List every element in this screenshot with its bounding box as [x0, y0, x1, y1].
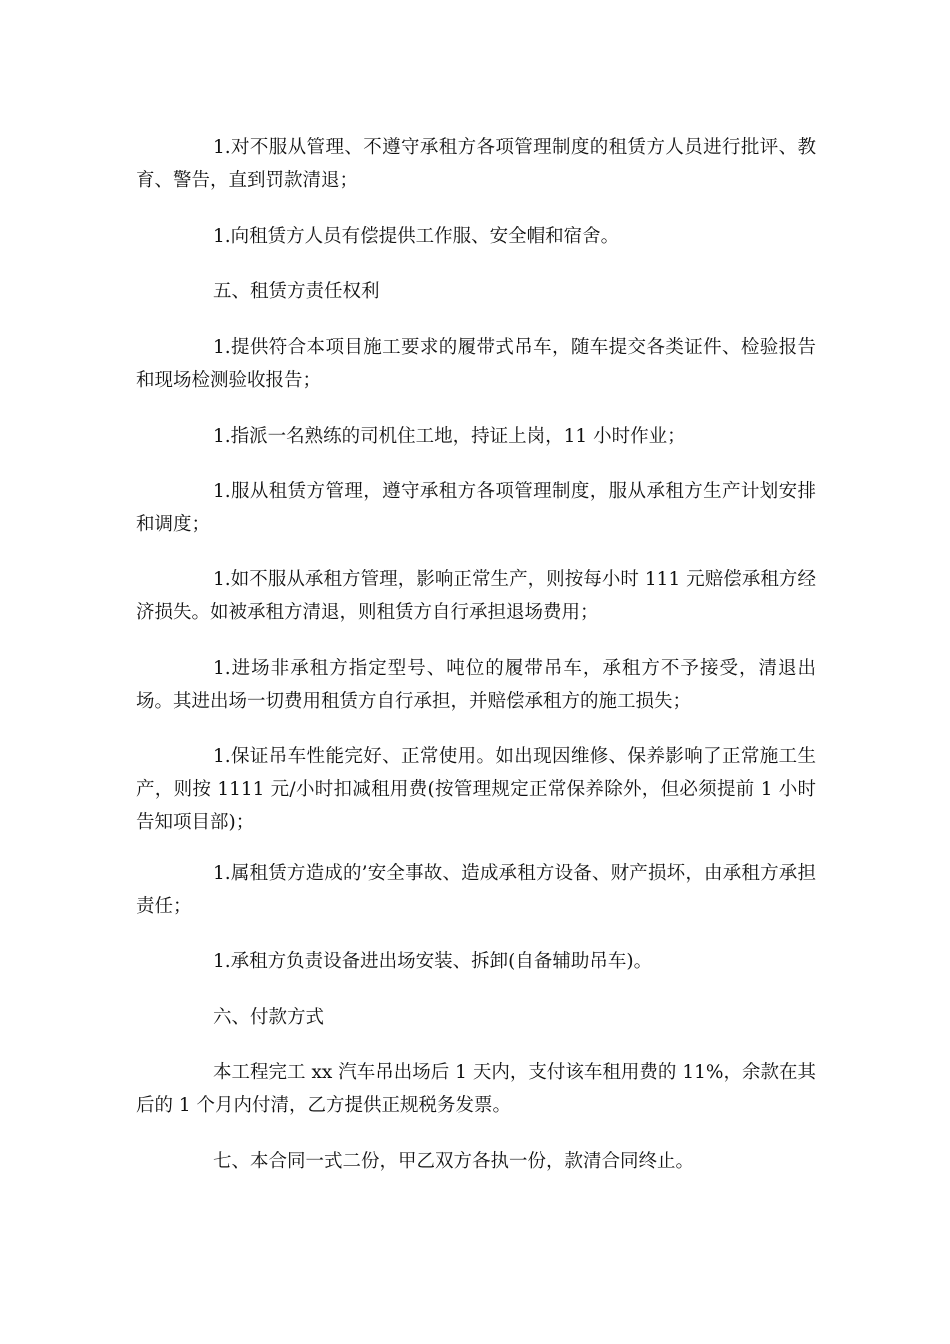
paragraph-penalty: 1.对不服从管理、不遵守承租方各项管理制度的租赁方人员进行批评、教育、警告，直到罚款清退； [136, 137, 816, 191]
section-heading-lessor-rights: 五、租赁方责任权利 [213, 281, 380, 302]
section-heading-payment: 六、付款方式 [213, 1007, 325, 1028]
paragraph-assign-driver: 1.指派一名熟练的司机住工地，持证上岗，11 小时作业； [213, 426, 686, 447]
paragraph-installation: 1.承租方负责设备进出场安装、拆卸(自备辅助吊车)。 [213, 951, 653, 972]
paragraph-payment-terms: 本工程完工 xx 汽车吊出场后 1 天内，支付该车租用费的 11%，余款在其后的 1 个月内付清，乙方提供正规税务发票。 [136, 1062, 816, 1116]
paragraph-provide-crane: 1.提供符合本项目施工要求的履带式吊车，随车提交各类证件、检验报告和现场检测验收报告； [136, 337, 816, 391]
paragraph-contract-copies: 七、本合同一式二份，甲乙双方各执一份，款清合同终止。 [213, 1151, 695, 1172]
paragraph-compensation: 1.如不服从承租方管理，影响正常生产，则按每小时 111 元赔偿承租方经济损失。如被承租方清退，则租赁方自行承担退场费用； [136, 569, 816, 623]
paragraph-crane-performance: 1.保证吊车性能完好、正常使用。如出现因维修、保养影响了正常施工生产，则按 1111 元/小时扣减租用费(按管理规定正常保养除外，但必须提前 1 小时告知项目部)； [136, 746, 816, 833]
paragraph-safety-liability: 1.属租赁方造成的’安全事故、造成承租方设备、财产损坏，由承租方承担责任； [136, 863, 816, 917]
paragraph-non-designated-crane: 1.进场非承租方指定型号、吨位的履带吊车，承租方不予接受，清退出场。其进出场一切费用租赁方自行承担，并赔偿承租方的施工损失； [136, 658, 816, 712]
paragraph-provide-workwear: 1.向租赁方人员有偿提供工作服、安全帽和宿舍。 [213, 226, 620, 247]
paragraph-obey-management: 1.服从租赁方管理，遵守承租方各项管理制度，服从承租方生产计划安排和调度； [136, 481, 816, 535]
